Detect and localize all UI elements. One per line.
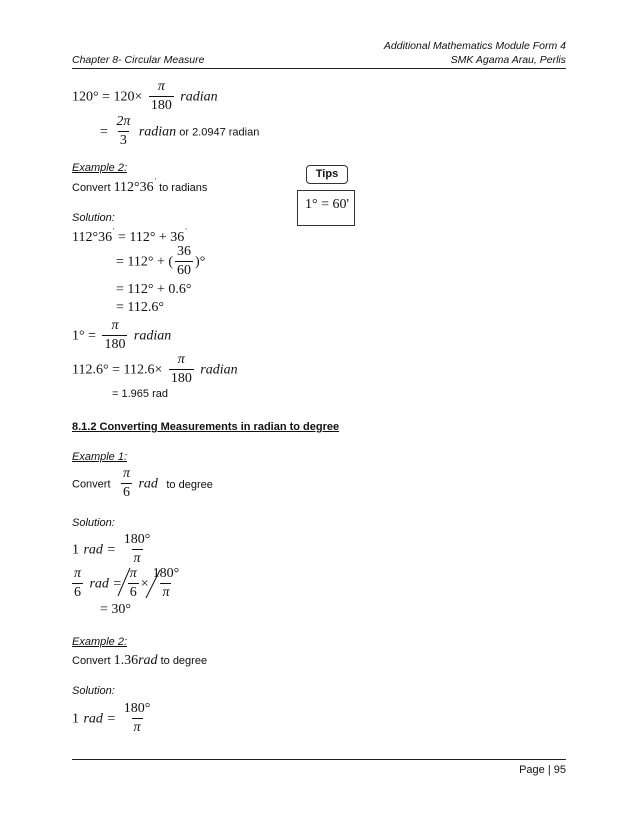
solution-step-5: 1° = $\frac{\pi}{180}$ radian [72, 318, 172, 352]
calc-line-1: 120° = 120× $\frac{\pi}{180}$ radian [72, 79, 218, 113]
example-2-rad-solution-label: Solution: [72, 685, 115, 697]
solution-step-1: 112°36' = 112° + 36' [72, 228, 187, 245]
cancel-stroke-2 [146, 570, 160, 598]
chapter-title: Chapter 8- Circular Measure [72, 54, 205, 66]
calc-line-2: = $\frac{2\pi}{3}$ radian or 2.0947 radian [100, 114, 260, 148]
section-title: 8.1.2 Converting Measurements in radian to degree [72, 421, 340, 433]
example-1-step-1: 1 rad = $\frac{180^\circ}{\pi}$ [72, 532, 151, 566]
example-1-solution-label: Solution: [72, 517, 115, 529]
module-title: Additional Mathematics Module Form 4 [383, 40, 566, 52]
solution-result: = 1.965 rad [112, 388, 168, 400]
solution-label: Solution: [72, 212, 115, 224]
footer-rule [72, 759, 566, 760]
example-2-rad-prompt: Convert 1.36rad to degree [72, 653, 208, 668]
tips-label: Tips [306, 165, 348, 184]
example-2-prompt: Convert 112°36' to radians [72, 178, 208, 195]
page-number: Page | 95 [519, 764, 566, 776]
example-1-step-3: = 30° [100, 602, 131, 617]
example-2-heading: Example 2: [72, 162, 128, 174]
example-1-heading: Example 1: [72, 451, 128, 463]
solution-step-3: = 112° + 0.6° [116, 282, 192, 297]
header-rule [72, 68, 566, 69]
example-2-rad-step-1: 1 rad = $\frac{180^\circ}{\pi}$ [72, 701, 151, 735]
solution-step-4: = 112.6° [116, 300, 164, 315]
example-1-prompt: Convert $\frac{\pi}{6}$ rad to degree [72, 466, 213, 500]
school-name: SMK Agama Arau, Perlis [450, 54, 566, 66]
tips-content: 1° = 60' [305, 197, 350, 212]
example-2-rad-heading: Example 2: [72, 636, 128, 648]
solution-step-6: 112.6° = 112.6× $\frac{\pi}{180}$ radian [72, 352, 238, 386]
example-1-step-2: $\frac{\pi}{6}$ rad = $\frac{\pi}{6}$ × $\frac{180^\circ}{\pi}$ [74, 566, 180, 600]
cancel-stroke-1 [118, 568, 130, 596]
solution-step-2: = 112° + ( $\frac{36}{60}$ )° [116, 244, 206, 278]
cancellation-strokes [116, 562, 166, 602]
